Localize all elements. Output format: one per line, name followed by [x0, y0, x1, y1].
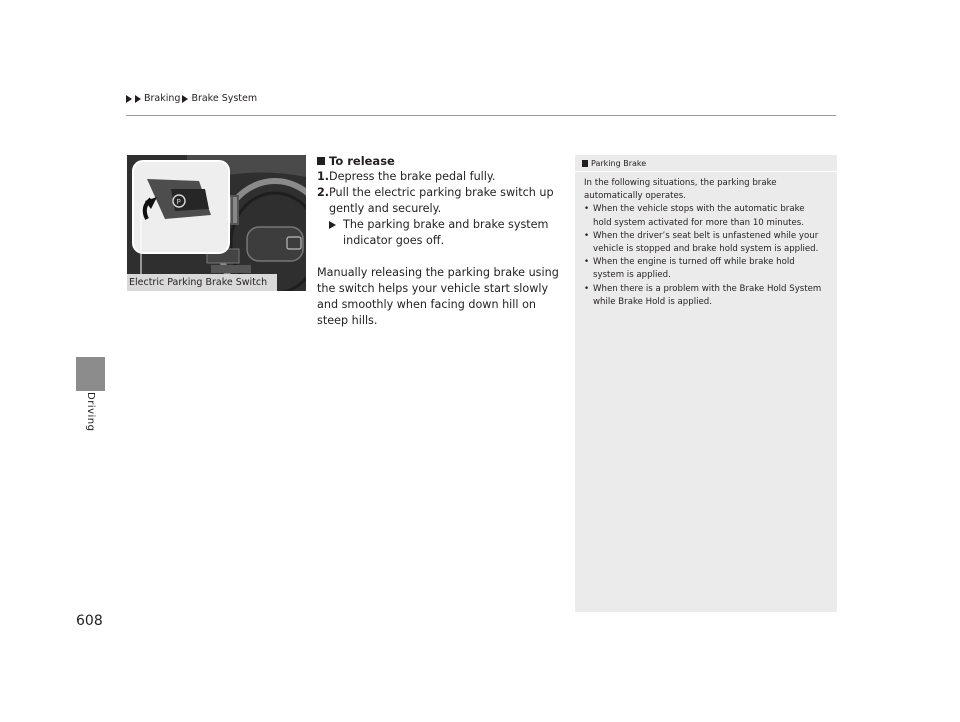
note-title: Parking Brake — [591, 159, 647, 168]
list-item: • When the driver’s seat belt is unfastened while your vehicle is stopped and brake hold system is applied. — [584, 230, 825, 256]
note-body — [575, 172, 837, 309]
list-item: • When the engine is turned off while brake hold system is applied. — [584, 256, 825, 282]
parking-brake-switch-figure — [127, 155, 306, 291]
breadcrumb — [126, 93, 257, 104]
breadcrumb-arrow-icon — [182, 95, 188, 103]
breadcrumb-arrow-icon — [126, 95, 132, 103]
section-heading — [317, 153, 567, 169]
breadcrumb-arrow-icon — [135, 95, 141, 103]
section-heading-text: To release — [329, 154, 395, 168]
breadcrumb-brake-system[interactable]: Brake System — [191, 93, 258, 104]
bullet-icon: • — [584, 230, 590, 241]
step-number: 1. — [317, 170, 330, 183]
side-tab-label: Driving — [85, 392, 96, 432]
list-item: • When there is a problem with the Brake Hold System while Brake Hold is applied. — [584, 283, 825, 309]
result-text: The parking brake and brake system indicator goes off. — [343, 218, 549, 247]
step-2 — [317, 185, 567, 217]
step-text: Pull the electric parking brake switch up gently and securely. — [329, 186, 554, 215]
svg-text:P: P — [176, 198, 181, 206]
bullet-icon: • — [584, 257, 590, 268]
result-arrow-icon — [329, 221, 336, 229]
manual-release-paragraph: Manually releasing the parking brake using the switch helps your vehicle start slowly and smoothly when facing down hill on steep hills. — [317, 266, 559, 327]
page-number: 608 — [76, 613, 103, 629]
bullet-icon: • — [584, 204, 590, 215]
release-instructions — [317, 153, 567, 329]
step-result — [317, 217, 567, 249]
step-text: Depress the brake pedal fully. — [329, 170, 496, 183]
bullet-icon: • — [584, 283, 590, 294]
note-list — [584, 203, 825, 309]
side-tab-marker — [76, 357, 105, 391]
step-number: 2. — [317, 186, 330, 199]
note-marker-icon — [582, 160, 588, 167]
header-divider — [126, 115, 836, 116]
list-item: • When the vehicle stops with the automatic brake hold system activated for more than 10 minutes. — [584, 203, 825, 229]
figure-caption: Electric Parking Brake Switch — [127, 274, 277, 291]
note-intro: In the following situations, the parking brake automatically operates. — [584, 178, 777, 202]
step-1 — [317, 169, 567, 185]
square-bullet-icon — [317, 157, 325, 165]
dashboard-illustration — [127, 155, 306, 291]
parking-brake-note — [575, 155, 837, 612]
breadcrumb-braking[interactable]: Braking — [144, 93, 181, 104]
note-header — [575, 155, 837, 168]
